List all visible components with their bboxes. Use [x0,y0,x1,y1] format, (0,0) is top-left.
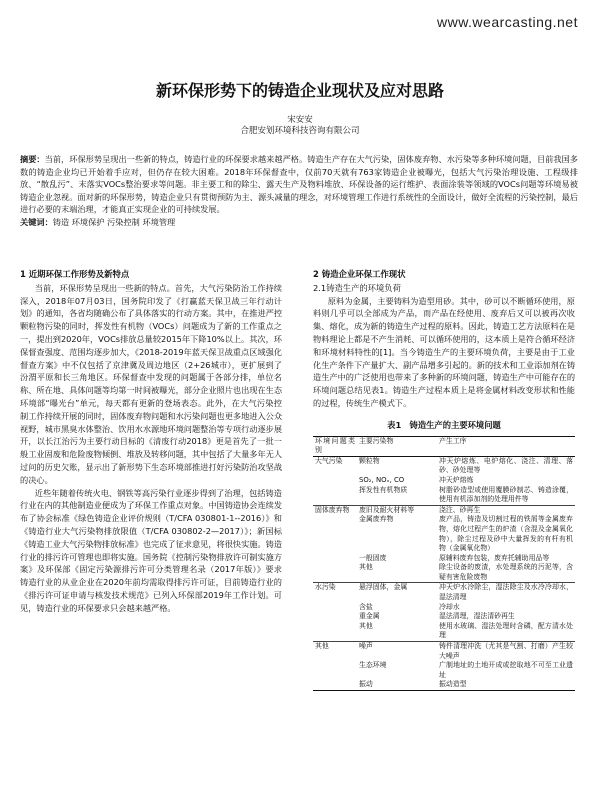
section-2-paragraph-1: 原料为金属，主要铸料为造型用砂。其中，砂可以不断循环使用，原料则几乎可以全部成为产品，而产品在经使用、废弃后又可以被再次收集、熔化，成为新的铸造生产过程的原料。因此，铸造工艺方法原料在是物料理论上都是不产生消耗、可以循环使用的，这本质上是符合循环经济和环境材料特性的[1]。当今铸造生产的主要环境负荷，主要是由于工业化生产条件下产量扩大、副产品增多引起的。新的技术和工业添加剂在铸造生产中的广泛使用也带来了多种新的环境问题，铸造生产中可能存在的环境问题总结见表1。铸造生产过程本质上是将金属材料改变形状和性能的过程，传统生产模式下。 [313,295,576,408]
table-row [313,563,575,583]
table-cell: 冲天炉熔炼 [439,475,474,484]
table-cell [313,680,357,690]
table-cell [313,486,357,506]
table-cell: 水污染 [313,583,357,603]
table-row [313,661,575,680]
table-cell: 一般固废 [359,553,387,562]
keywords-line [20,216,578,229]
table-cell: 冲天炉水冷除尘，湿法除尘及水冷冷却水，湿法清理 [439,583,573,602]
table-1-body [313,436,575,690]
table-cell: 振动 [357,680,437,690]
table-cell: SO₂, NOₓ, CO [359,475,405,484]
table-cell: 挥发性有机物质 [359,485,408,494]
table-row [313,612,575,622]
table-row [313,554,575,564]
table-row [313,642,575,662]
table-row [313,456,575,476]
left-column [20,268,282,615]
table-cell [313,515,357,553]
table-header-row [313,436,575,456]
table-cell: 其他 [359,621,373,630]
table-cell: 湿法清理，湿法清砂再生 [439,612,515,621]
table-cell: 固体废弃物 [313,505,357,515]
table-row [313,680,575,690]
table-cell: 废产品，铸造及切割过程的铁屑等金属废弃物，熔化过程产生的炉渣（含混及金属氧化物），除尘过程及砂中大量挥发的有杆有机物（金属氧化物） [439,515,573,553]
table-cell [313,661,357,680]
table-cell: 使用水玻璃、湿法处理时含磷，配方清水处理 [439,621,573,640]
table-cell: 大气污染 [315,456,343,465]
abstract-body [20,153,578,216]
table-cell: 悬浮固体，金属 [357,583,437,603]
table-1-caption: 表1 铸造生产的主要环境问题 [387,419,501,430]
table-1 [313,436,575,691]
section-1-paragraph-1: 当前，环保形势呈现出一些新的特点。首先，大气污染防治工作持续深入，2018年07月03日，国务院印发了《打赢蓝天保卫战三年行动计划》的通知，各省均随确公布了具体落实的行动方案。其中，在推进严控颗粒物污染的同时，挥发性有机物（VOCs）问题成为了新的工作重点之一，提出到2020年，VOCs排放总量较2015年下降10%以上。其次，环保督查强度、范围均逐步加大，《2018-2019年蓝天保卫战重点区域强化督查方案》中不仅包括了京津冀及周边地区（2+26城市），更扩展到了汾渭平原和长三角地区。环保督查中发现的问题属于各部分排，单位名称、所在地、具体问题等均第一时间被曝光，部分企业照片也出现在生态环境部“曝光台”单元，每天都有更新的登场表态。此外，在大气污染控制工作持续开展的同时，固体废弃物问题和水污染问题也更多地进入公众视野，城市黑臭水体整治、饮用水水源地环境问题整治等专项行动逐步展开，以长江治污为主要行动目标的《清废行动2018》更是首先了一批一般工业固废和危险废物倾倒、堆放及转移问题，其中包括了大量多年无人过问的历史欠账，显示出了新形势下生态环境部推进打好污染防治攻坚战的决心。 [20,282,283,485]
table-cell [313,476,357,486]
author-affiliation: 合肥安划环境科技咨询有限公司 [240,126,360,136]
table-cell: 冲天炉熔炼、电炉熔化、浇注、清理、落砂、砂处理等 [439,456,573,475]
table-row [313,515,575,553]
right-column [313,268,575,691]
table-cell [313,612,357,622]
section-2-heading: 2 铸造企业环保工作现状 [313,269,406,279]
keywords-text: 铸造 环境保护 污染控制 环境管理 [52,216,176,227]
section-1-heading: 1 近期环保工作形势及新特点 [20,269,130,279]
keywords-label: 关键词： [20,216,53,227]
table-header-cell: 环境问题类别 [313,436,357,456]
table-cell: 铸件清理冲洗（尤其是气割、打磨）产生较大噪声 [439,642,573,660]
table-cell: 其他 [313,642,357,662]
table-header-cell: 产生工序 [437,436,575,456]
abstract-text: 当前，环保形势呈现出一些新的特点，铸造行业的环保要求越来越严格。铸造生产存在大气污染，固体废弃物、水污染等多种环境问题，目前我国多数的铸造企业均已开始着手应对，但仍存在较大困难。2018年环保督查中，仅前70天就有763家铸造企业被曝光，包括大气污染治理设施、工程级排放、“散乱污”、末落实VOCs整治要求等问题。非主要工和的除尘、露天生产及物料堆放、环保设备的运行维护、表面涂装等领域的VOCs问题等环境易被铸造企业忽视。面对新的环保形势，铸造企业只有贯彻预防为主、源头减量的理念，对环境管理工作进行系统性的全面设计，做好全流程的污染控制，最后进行必要的末端治理，才能真正实现企业的可持续发展。 [20,154,578,215]
table-cell: 浇注、砂再生 [437,505,575,515]
table-row [313,583,575,603]
table-cell: 重金属 [359,612,380,621]
table-cell: 含盐 [359,602,373,611]
table-cell: 颗粒物 [359,456,380,465]
author-name: 宋安安 [287,115,313,125]
table-row [313,476,575,486]
table-cell: 金属废弃物 [359,515,394,524]
table-row [313,505,575,515]
table-row [313,603,575,613]
table-cell [313,563,357,583]
site-url: www.wearcasting.net [436,14,578,30]
abstract [20,153,578,229]
author-block [0,115,600,137]
table-cell: 生态环境 [359,661,387,670]
table-cell: 振动造型 [437,680,575,690]
table-cell: 废旧及耐火材料等 [357,505,437,515]
table-cell: 冷却水 [439,602,460,611]
table-cell [313,622,357,642]
table-cell [313,603,357,613]
table-cell: 树脂砂造型或使用覆膜砂制芯、铸造涂覆，使用有机添加剂的处理用件等 [439,485,573,504]
table-cell: 广制地址的土地开成或挖取地不可至工业遗址 [439,661,573,679]
table-header-cell: 主要污染物 [357,436,437,456]
table-cell: 原辅料废弃包装，废弃托辅助用品等 [439,553,550,562]
table-cell [313,554,357,564]
table-row [313,622,575,642]
section-2-1-heading: 2.1铸造生产的环境负荷 [313,282,401,293]
abstract-label: 摘要： [20,154,45,164]
table-cell: 其他 [359,563,373,572]
article-title: 新环保形势下的铸造企业现状及应对思路 [155,81,444,100]
table-cell: 除尘设备的废渣，水处理系统的污泥等，含疑有害危险废物 [439,563,573,581]
table-cell: 噪声 [357,642,437,662]
table-row [313,486,575,506]
section-1-paragraph-2: 近些年随着传统火电、钢铁等高污染行业逐步得到了治理，包括铸造行业在内的其他制造业便成为了环保工作重点对象。中国铸造协会连续发布了协会标准《绿色铸造企业评价规则（T/CFA 030801-1--2016）》和《铸造行业大气污染物排放限值（T/CFA 030802-2—2017）》；新国标《铸造工业大气污染物排放标准》也完成了征求意见，将很快实施。铸造行业的排污许可管理也即将实施。国务院《控制污染物排放许可制实施方案》及环保部《固定污染源排污许可分类管理名录（2017年版）》要求铸造行业的从业企业在2020年前均需取得排污许可证，目前铸造行业的《排污许可证申请与核发技术规范》已列入环保部2019年工作计划。可见，铸造行业的环保要求只会越来越严格。 [20,487,283,613]
